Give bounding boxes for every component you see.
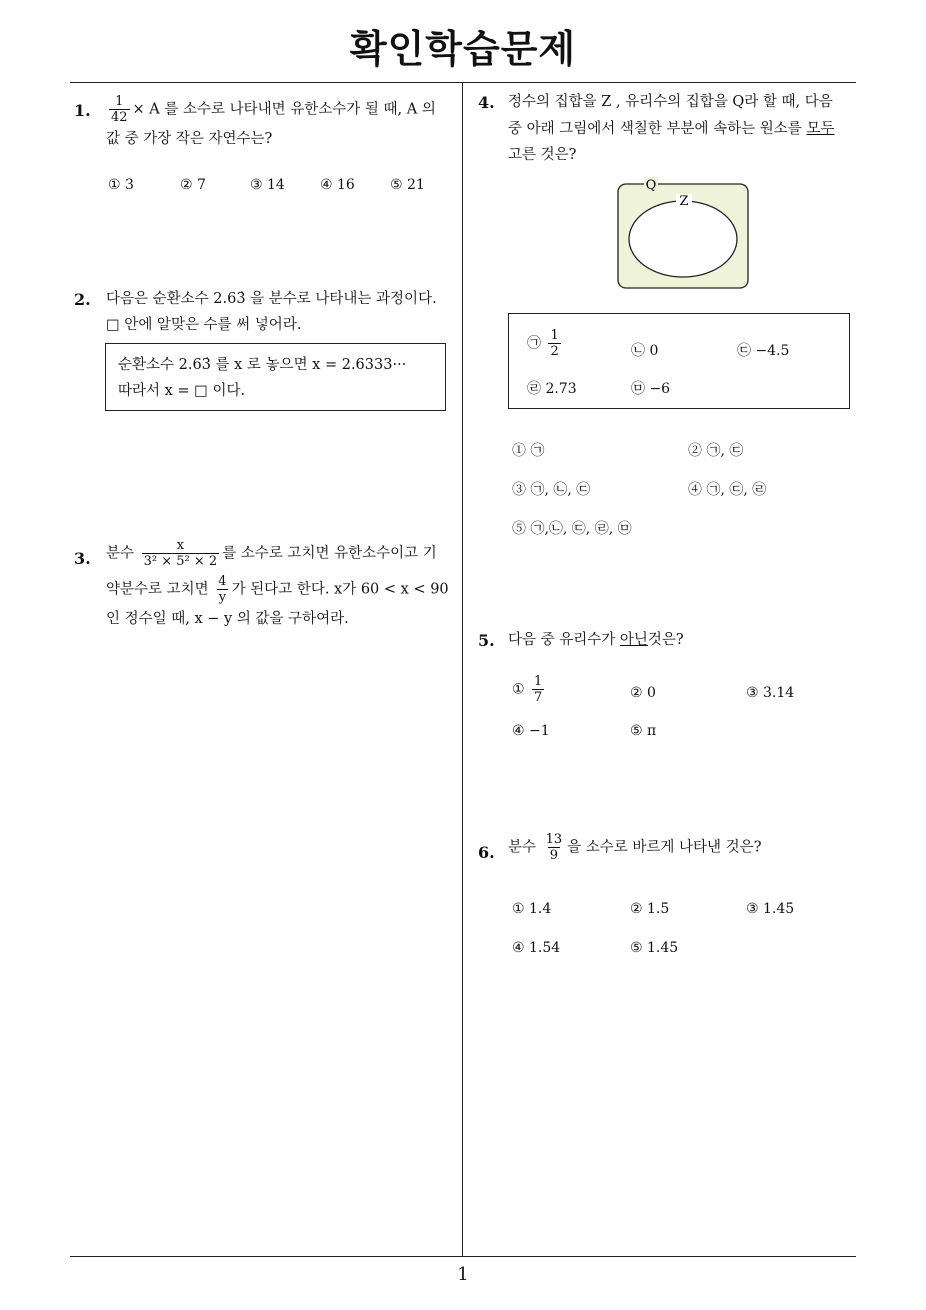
q1-text <box>106 94 458 125</box>
q3-line1 <box>106 538 460 569</box>
q3-line2 <box>106 574 460 605</box>
q4-line2 <box>508 116 834 142</box>
q1-option-3[interactable]: ③ 14 <box>250 177 285 193</box>
q3-frac-den: 3² × 5² × 2 <box>143 554 218 569</box>
q1-frac-num: 1 <box>115 94 124 109</box>
q4-venn-diagram <box>612 172 754 296</box>
q3-prefix: 분수 <box>106 545 135 562</box>
q6-option-1[interactable]: ① 1.4̇ <box>512 901 552 917</box>
q3-fraction <box>142 538 220 569</box>
page-number: 1 <box>457 1264 469 1285</box>
q4-box-frac-num: 1 <box>550 328 559 343</box>
q1-line2: 값 중 가장 작은 자연수는? <box>106 131 273 147</box>
q6-text <box>508 832 761 863</box>
venn-z-label: Z <box>679 194 689 209</box>
q6-prefix: 분수 <box>508 839 537 856</box>
q4-box-item-3: ㉢ −4.5 <box>737 343 790 359</box>
q5-opt1-den: 7 <box>534 690 543 705</box>
q2-process-box <box>105 343 446 411</box>
q4-box-item-4: ㉣ 2.73 <box>527 381 577 397</box>
q5-text-b: 것은? <box>647 632 684 648</box>
q5-option-4[interactable]: ④ −1 <box>512 723 550 739</box>
q6-number: 6. <box>478 843 495 862</box>
q6-option-5[interactable]: ⑤ 1.45̇ <box>630 940 679 956</box>
q4-option-5[interactable]: ⑤ ㉠,㉡, ㉢, ㉣, ㉤ <box>512 521 632 537</box>
q5-text-underlined: 아닌 <box>619 632 648 648</box>
q1-option-2[interactable]: ② 7 <box>180 177 206 193</box>
q4-line3: 고른 것은? <box>508 147 577 163</box>
q2-box-line1: 순환소수 2.63̇ 를 x 로 놓으면 x = 2.6333··· <box>118 357 407 373</box>
venn-set-z-region <box>629 201 737 277</box>
q6-option-2[interactable]: ② 1.5̇ <box>630 901 670 917</box>
q6-frac-num: 13 <box>545 832 563 847</box>
footer-rule <box>70 1256 856 1257</box>
q3-line2-rest: 가 된다고 한다. x가 60 < x < 90 <box>231 581 449 598</box>
q3-frac-num: x <box>176 538 185 553</box>
q4-box-item-1-label: ㉠ <box>527 335 541 352</box>
q4-option-4[interactable]: ④ ㉠, ㉢, ㉣ <box>688 482 767 498</box>
q2-box-line2: 따라서 x = □ 이다. <box>118 383 246 399</box>
q4-line2-a: 중 아래 그림에서 색칠한 부분에 속하는 원소를 <box>508 121 807 137</box>
q6-fraction <box>544 832 565 863</box>
q6-option-3[interactable]: ③ 1.45̇ <box>746 901 795 917</box>
q4-box-item-1 <box>527 328 564 359</box>
q4-option-1[interactable]: ① ㉠ <box>512 443 545 459</box>
q5-text-a: 다음 중 유리수가 <box>508 632 620 648</box>
q3-frac2-den: y <box>218 590 227 605</box>
q5-option-2[interactable]: ② 0 <box>630 685 656 701</box>
q4-number: 4. <box>478 93 495 112</box>
q3-line3: 인 정수일 때, x − y 의 값을 구하여라. <box>106 611 349 627</box>
q5-text <box>508 627 684 653</box>
q5-number: 5. <box>478 631 495 650</box>
column-divider <box>462 82 463 1257</box>
q3-number: 3. <box>74 549 91 568</box>
q1-frac-den: 42 <box>111 110 128 125</box>
q5-option-1[interactable] <box>512 674 547 705</box>
q4-option-2[interactable]: ② ㉠, ㉢ <box>688 443 744 459</box>
q3-fraction-2 <box>216 574 228 605</box>
q4-choices-box <box>508 313 850 409</box>
q4-line2-underlined: 모두 <box>806 121 835 137</box>
q5-opt1-num: 1 <box>534 674 543 689</box>
q1-option-5[interactable]: ⑤ 21 <box>390 177 425 193</box>
q6-option-4[interactable]: ④ 1.5̇4̇ <box>512 940 561 956</box>
q3-line1-rest: 를 소수로 고치면 유한소수이고 기 <box>222 545 437 562</box>
q5-option-3[interactable]: ③ 3.14 <box>746 685 795 701</box>
page-title: 확인학습문제 <box>349 27 577 71</box>
q6-frac-den: 9 <box>549 848 559 863</box>
q4-box-item-1-fraction <box>548 328 560 359</box>
q4-line1: 정수의 집합을 Z , 유리수의 집합을 Q라 할 때, 다음 <box>508 94 833 110</box>
q2-line2: □ 안에 알맞은 수를 써 넣어라. <box>106 317 302 333</box>
q5-option-1-fraction <box>532 674 544 705</box>
q5-option-1-label: ① <box>512 681 525 698</box>
q1-line1: × A 를 소수로 나타내면 유한소수가 될 때, A 의 <box>132 101 436 118</box>
header-rule <box>70 82 856 83</box>
q4-box-item-2: ㉡ 0 <box>631 343 659 359</box>
q3-frac2-num: 4 <box>218 574 227 589</box>
venn-q-label: Q <box>645 178 657 193</box>
q1-fraction <box>109 94 130 125</box>
q5-option-5[interactable]: ⑤ π <box>630 723 657 739</box>
q4-box-item-5: ㉤ −6 <box>631 381 671 397</box>
q3-line2-prefix: 약분수로 고치면 <box>106 581 209 598</box>
q4-box-frac-den: 2 <box>550 344 559 359</box>
q1-option-1[interactable]: ① 3 <box>108 177 134 193</box>
q2-line1: 다음은 순환소수 2.63̇ 을 분수로 나타내는 과정이다. <box>106 291 437 307</box>
q4-option-3[interactable]: ③ ㉠, ㉡, ㉢ <box>512 482 591 498</box>
q1-option-4[interactable]: ④ 16 <box>320 177 355 193</box>
q2-number: 2. <box>74 290 91 309</box>
q6-rest: 을 소수로 바르게 나타낸 것은? <box>567 839 762 856</box>
q1-number: 1. <box>74 101 91 120</box>
